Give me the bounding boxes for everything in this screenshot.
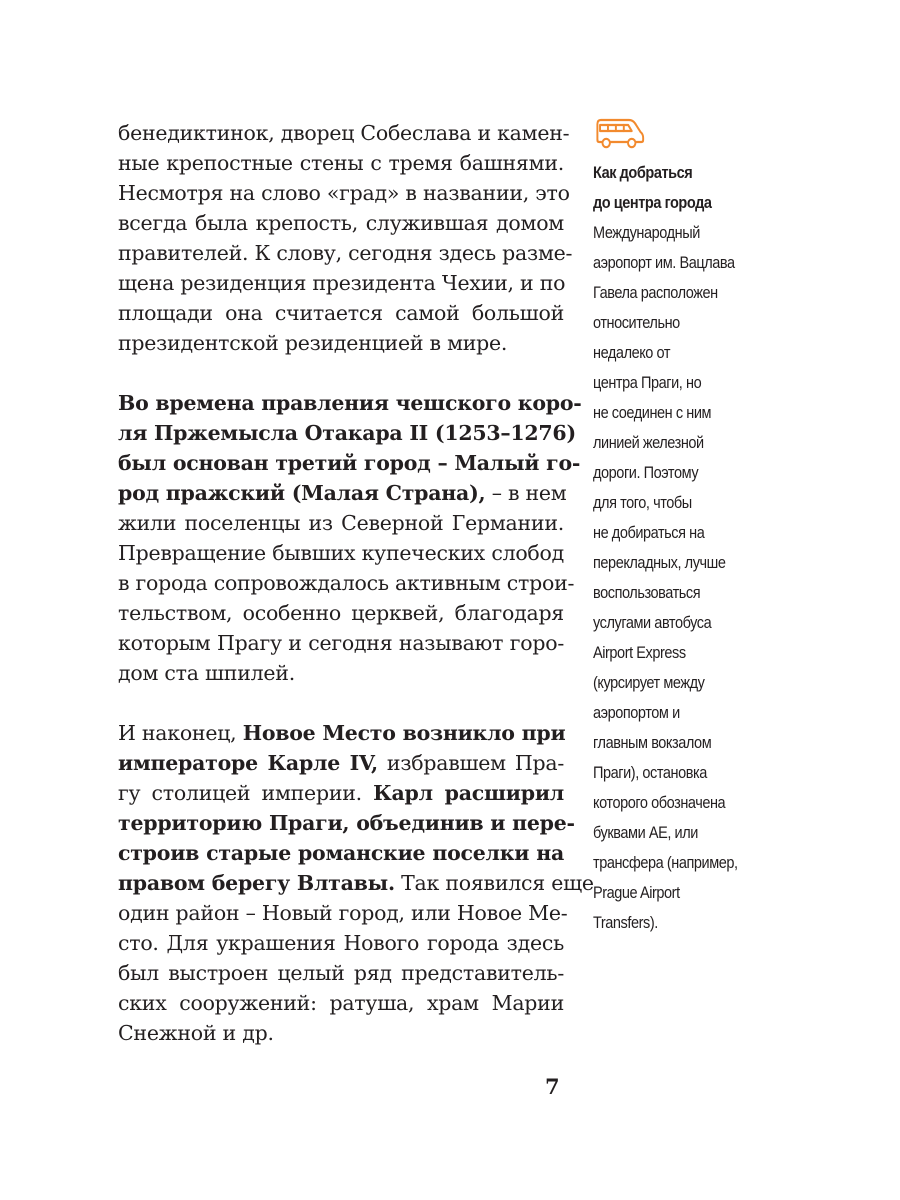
sidebar-text-line: Гавела расположен <box>593 284 718 302</box>
sidebar-text-line: воспользоваться <box>593 584 701 602</box>
main-text <box>118 118 594 1078</box>
text-line <box>118 718 564 748</box>
text-line: был выстроен целый ряд представитель- <box>118 961 564 985</box>
text-run: гу столицей империи. <box>118 781 374 805</box>
text-line <box>118 478 567 508</box>
sidebar-title: до центра города <box>593 194 712 212</box>
text-run: избравшем Пра- <box>377 751 564 775</box>
sidebar-text-line: линией железной <box>593 434 704 452</box>
text-line: ля Пржемысла Отакара II (1253–1276) <box>118 421 576 445</box>
sidebar-text-line: трансфера (например, <box>593 854 738 872</box>
sidebar-title: Как добраться <box>593 164 693 182</box>
text-line <box>118 748 564 778</box>
sidebar-text-line: буквами АЕ, или <box>593 824 698 842</box>
text-line: которым Прагу и сегодня называют горо- <box>118 631 564 655</box>
sidebar-text-line: не соединен с ним <box>593 404 712 422</box>
text-run: И наконец, <box>118 721 243 745</box>
text-line: строив старые романские поселки на <box>118 841 564 865</box>
sidebar-text-line: не добираться на <box>593 524 705 542</box>
bold-run: императоре Карле IV, <box>118 751 378 775</box>
sidebar-text-line: услугами автобуса <box>593 614 712 632</box>
text-line: бенедиктинок, дворец Собеслава и камен- <box>118 121 570 145</box>
sidebar-text-line: Праги), остановка <box>593 764 707 782</box>
text-line: ные крепостные стены с тремя башнями. <box>118 151 564 175</box>
sidebar-text-line: аэропортом и <box>593 704 680 722</box>
sidebar-text-line: главным вокзалом <box>593 734 712 752</box>
sidebar-text-line: центра Праги, но <box>593 374 702 392</box>
sidebar-text-line: (курсирует между <box>593 674 705 692</box>
text-line: один район – Новый город, или Новое Ме- <box>118 901 568 925</box>
text-line: Несмотря на слово «град» в названии, это <box>118 181 570 205</box>
text-line: был основан третий город – Малый го- <box>118 451 581 475</box>
bold-run: род пражский (Малая Страна), <box>118 481 486 505</box>
sidebar-text-line: которого обозначена <box>593 794 726 812</box>
text-line: правителей. К слову, сегодня здесь разме- <box>118 241 573 265</box>
text-line: президентской резиденцией в мире. <box>118 331 508 355</box>
paragraph-1 <box>118 118 573 358</box>
sidebar-text-line: Transfers). <box>593 914 658 932</box>
sidebar-text-line: для того, чтобы <box>593 494 692 512</box>
paragraph-2 <box>118 388 582 688</box>
sidebar-note <box>593 116 769 938</box>
bold-run: Карл расширил <box>373 781 564 805</box>
text-line: Превращение бывших купеческих слобод <box>118 541 564 565</box>
text-line: щена резиденция президента Чехии, и по <box>118 271 566 295</box>
text-line <box>118 778 564 808</box>
paragraph-3 <box>118 718 594 1048</box>
text-line: ских сооружений: ратуша, храм Марии <box>118 991 564 1015</box>
sidebar-text-line: Prague Airport <box>593 884 680 902</box>
text-run: Так появился еще <box>394 871 594 895</box>
sidebar-text-line: аэропорт им. Вацлава <box>593 254 735 272</box>
text-run: – в нем <box>485 481 567 505</box>
bold-run: правом берегу Влтавы. <box>118 871 395 895</box>
bold-run: Новое Место возникло при <box>242 721 566 745</box>
text-line: сто. Для украшения Нового города здесь <box>118 931 564 955</box>
bus-icon <box>593 116 646 152</box>
text-line: территорию Праги, объединив и пере- <box>118 811 575 835</box>
text-line: тельством, особенно церквей, благодаря <box>118 601 564 625</box>
sidebar-text-line: недалеко от <box>593 344 671 362</box>
sidebar-text-line: дороги. Поэтому <box>593 464 699 482</box>
text-line: в города сопровождалось активным строи- <box>118 571 575 595</box>
text-line: Снежной и др. <box>118 1021 274 1045</box>
text-line <box>118 868 594 898</box>
sidebar-text-line: Международный <box>593 224 700 242</box>
page-number: 7 <box>545 1074 560 1099</box>
sidebar-text-line: перекладных, лучше <box>593 554 726 572</box>
text-line: дом ста шпилей. <box>118 661 295 685</box>
text-line: жили поселенцы из Северной Германии. <box>118 511 564 535</box>
sidebar-text-line: Airport Express <box>593 644 686 662</box>
text-line: площади она считается самой большой <box>118 301 564 325</box>
sidebar-text-line: относительно <box>593 314 680 332</box>
text-line: Во времена правления чешского коро- <box>118 391 582 415</box>
text-line: всегда была крепость, служившая домом <box>118 211 564 235</box>
